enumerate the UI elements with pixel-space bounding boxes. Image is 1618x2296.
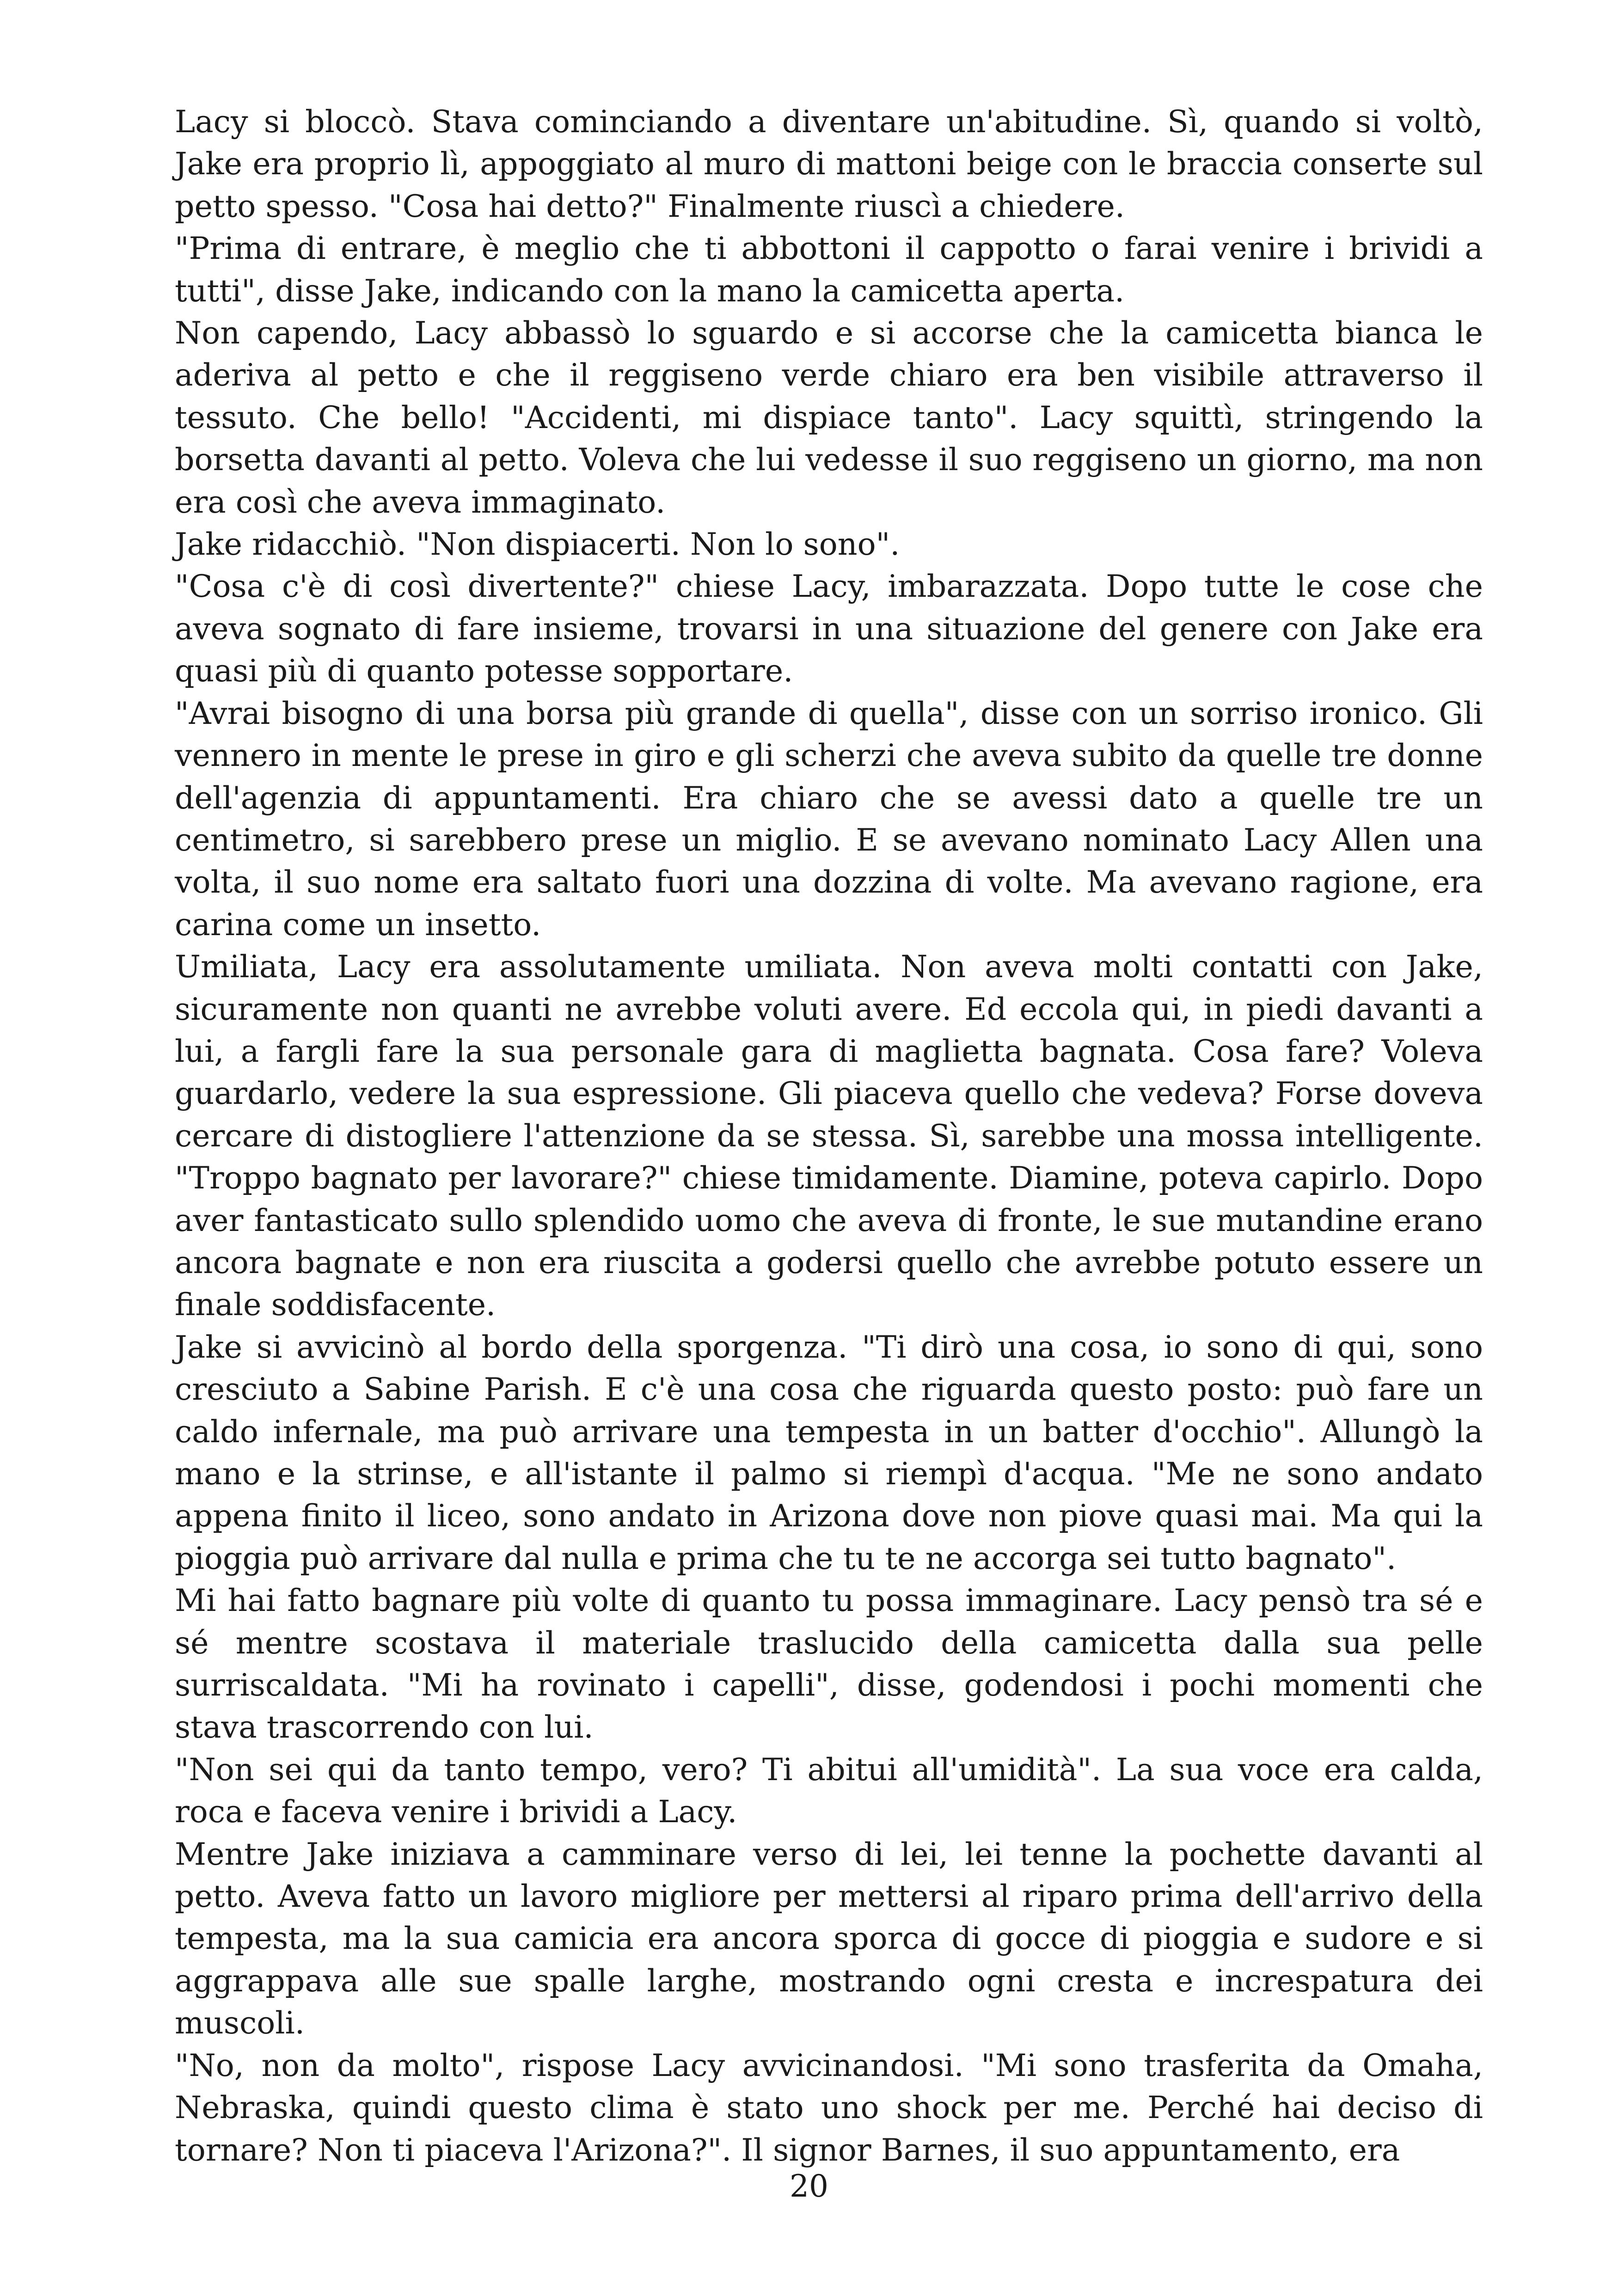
paragraph: Umiliata, Lacy era assolutamente umiliata. Non aveva molti contatti con Jake, sicuramente non quanti ne avrebbe voluti avere. Ed eccola qui, in piedi davanti a lui, a fargli fare la sua personale gara di maglietta bagnata. Cosa fare? Voleva guardarlo, vedere la sua espressione. Gli piaceva quello che vedeva? Forse doveva cercare di distogliere l'attenzione da se stessa. Sì, sarebbe una mossa intelligente. "Troppo bagnato per lavorare?" chiese timidamente. Diamine, poteva capirlo. Dopo aver fantasticato sullo splendido uomo che aveva di fronte, le sue mutandine erano ancora bagnate e non era riuscita a godersi quello che avrebbe potuto essere un finale soddisfacente. bbox=[175, 949, 1483, 1323]
paragraph: Jake ridacchiò. "Non dispiacerti. Non lo sono". bbox=[175, 526, 900, 563]
paragraph: Mi hai fatto bagnare più volte di quanto tu possa immaginare. Lacy pensò tra sé e sé mentre scostava il materiale traslucido della camicetta dalla sua pelle surriscaldata. "Mi ha rovinato i capelli", disse, godendosi i pochi momenti che stava trascorrendo con lui. bbox=[175, 1582, 1483, 1745]
paragraph: Jake si avvicinò al bordo della sporgenza. "Ti dirò una cosa, io sono di qui, sono cresciuto a Sabine Parish. E c'è una cosa che riguarda questo posto: può fare un caldo infernale, ma può arrivare una tempesta in un batter d'occhio". Allungò la mano e la strinse, e all'istante il palmo si riempì d'acqua. "Me ne sono andato appena finito il liceo, sono andato in Arizona dove non piove quasi mai. Ma qui la pioggia può arrivare dal nulla e prima che tu te ne accorga sei tutto bagnato". bbox=[175, 1329, 1483, 1576]
paragraph: "Cosa c'è di così divertente?" chiese Lacy, imbarazzata. Dopo tutte le cose che aveva sognato di fare insieme, trovarsi in una situazione del genere con Jake era quasi più di quanto potesse sopportare. bbox=[175, 568, 1483, 689]
paragraph: "Prima di entrare, è meglio che ti abbottoni il cappotto o farai venire i brividi a tutti", disse Jake, indicando con la mano la camicetta aperta. bbox=[175, 230, 1483, 309]
page-number: 20 bbox=[790, 2168, 828, 2204]
body-text bbox=[175, 101, 1483, 2171]
paragraph: Lacy si bloccò. Stava cominciando a diventare un'abitudine. Sì, quando si voltò, Jake era proprio lì, appoggiato al muro di mattoni beige con le braccia conserte sul petto spesso. "Cosa hai detto?" Finalmente riuscì a chiedere. bbox=[175, 104, 1483, 224]
paragraph: Mentre Jake iniziava a camminare verso di lei, lei tenne la pochette davanti al petto. Aveva fatto un lavoro migliore per mettersi al riparo prima dell'arrivo della tempesta, ma la sua camicia era ancora sporca di gocce di pioggia e sudore e si aggrappava alle sue spalle larghe, mostrando ogni cresta e increspatura dei muscoli. bbox=[175, 1836, 1483, 2041]
paragraph: "Non sei qui da tanto tempo, vero? Ti abitui all'umidità". La sua voce era calda, roca e faceva venire i brividi a Lacy. bbox=[175, 1751, 1483, 1830]
paragraph: Non capendo, Lacy abbassò lo sguardo e si accorse che la camicetta bianca le aderiva al petto e che il reggiseno verde chiaro era ben visibile attraverso il tessuto. Che bello! "Accidenti, mi dispiace tanto". Lacy squittì, stringendo la borsetta davanti al petto. Voleva che lui vedesse il suo reggiseno un giorno, ma non era così che aveva immaginato. bbox=[175, 315, 1483, 520]
paragraph: "Avrai bisogno di una borsa più grande di quella", disse con un sorriso ironico. Gli vennero in mente le prese in giro e gli scherzi che aveva subito da quelle tre donne dell'agenzia di appuntamenti. Era chiaro che se avessi dato a quelle tre un centimetro, si sarebbero prese un miglio. E se avevano nominato Lacy Allen una volta, il suo nome era saltato fuori una dozzina di volte. Ma avevano ragione, era carina come un insetto. bbox=[175, 695, 1483, 943]
paragraph: "No, non da molto", rispose Lacy avvicinandosi. "Mi sono trasferita da Omaha, Nebraska, quindi questo clima è stato uno shock per me. Perché hai deciso di tornare? Non ti piaceva l'Arizona?". Il signor Barnes, il suo appuntamento, era bbox=[175, 2047, 1483, 2168]
